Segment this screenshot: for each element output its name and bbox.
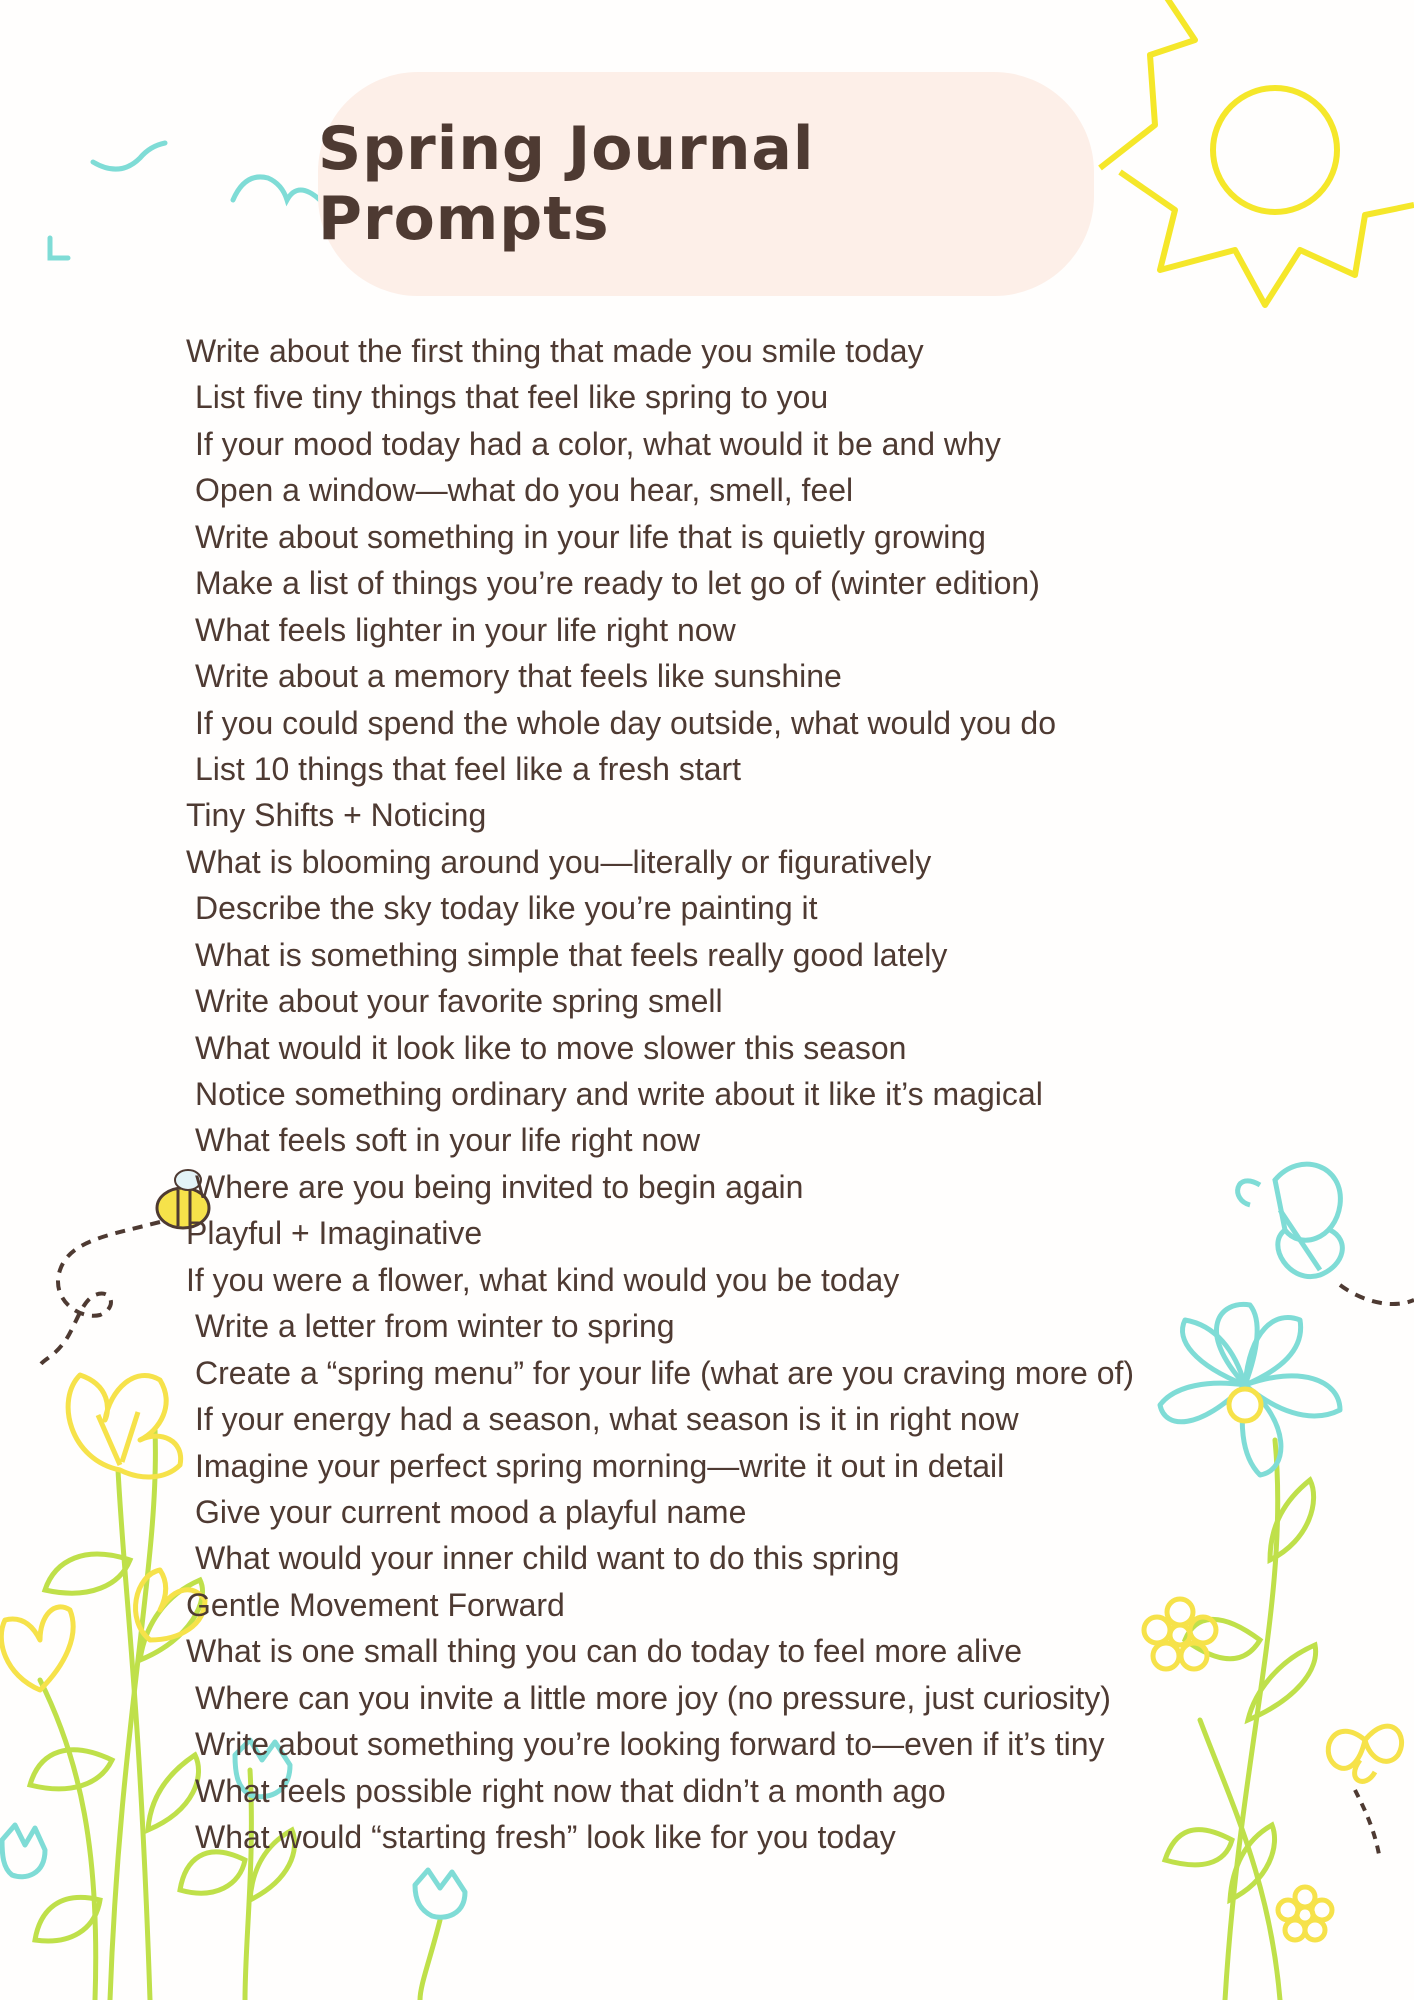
prompt-item: If your energy had a season, what season is it in right now: [195, 1401, 1019, 1438]
prompt-item: Where can you invite a little more joy (no pressure, just curiosity): [195, 1679, 1111, 1716]
prompt-item: What is one small thing you can do today to feel more alive: [186, 1633, 1022, 1670]
prompt-item: What feels possible right now that didn’t a month ago: [195, 1772, 946, 1809]
prompt-item: Give your current mood a playful name: [195, 1493, 747, 1530]
prompt-item: Write about your favorite spring smell: [195, 983, 723, 1020]
prompt-item: Write about a memory that feels like sunshine: [195, 658, 842, 695]
prompt-item: Write about something you’re looking forward to—even if it’s tiny: [195, 1726, 1105, 1763]
prompt-item: Gentle Movement Forward: [186, 1586, 565, 1623]
prompt-item: If you were a flower, what kind would you be today: [186, 1261, 900, 1298]
prompt-item: List 10 things that feel like a fresh start: [195, 750, 742, 787]
prompt-item: Open a window—what do you hear, smell, feel: [195, 472, 854, 509]
prompt-item: List five tiny things that feel like spring to you: [195, 379, 829, 416]
prompt-item: Write a letter from winter to spring: [195, 1308, 675, 1345]
prompt-item: What feels lighter in your life right now: [195, 611, 736, 648]
prompt-list: [186, 328, 1296, 1860]
page-title: Spring Journal Prompts: [318, 114, 815, 254]
sun-icon: [1100, 0, 1414, 305]
prompt-item: What would it look like to move slower this season: [195, 1029, 907, 1066]
prompt-item: Describe the sky today like you’re painting it: [195, 890, 818, 927]
prompt-item: If you could spend the whole day outside, what would you do: [195, 704, 1057, 741]
prompt-item: Write about something in your life that is quietly growing: [195, 518, 986, 555]
prompt-item: Write about the first thing that made you smile today: [186, 333, 924, 369]
birds-icon: [50, 143, 320, 258]
prompt-item: Imagine your perfect spring morning—write it out in detail: [195, 1447, 1005, 1484]
prompt-item: What feels soft in your life right now: [195, 1122, 701, 1159]
prompt-item: Playful + Imaginative: [186, 1215, 483, 1252]
prompt-item: Tiny Shifts + Noticing: [186, 797, 487, 834]
prompt-item: What would your inner child want to do this spring: [195, 1540, 900, 1577]
prompt-item: What would “starting fresh” look like for you today: [195, 1819, 896, 1855]
prompt-item: Create a “spring menu” for your life (what are you craving more of): [195, 1354, 1135, 1391]
prompt-item: Make a list of things you’re ready to let go of (winter edition): [195, 565, 1040, 602]
prompt-item: Where are you being invited to begin again: [195, 1168, 804, 1205]
small-butterfly-icon: [1328, 1726, 1401, 1860]
title-banner: [318, 72, 1094, 296]
prompt-item: If your mood today had a color, what would it be and why: [195, 425, 1001, 462]
bee-icon: [38, 1170, 209, 1370]
prompt-item: Notice something ordinary and write about it like it’s magical: [195, 1076, 1043, 1112]
prompt-item: What is something simple that feels really good lately: [195, 936, 948, 973]
prompt-item: What is blooming around you—literally or figuratively: [186, 843, 932, 880]
